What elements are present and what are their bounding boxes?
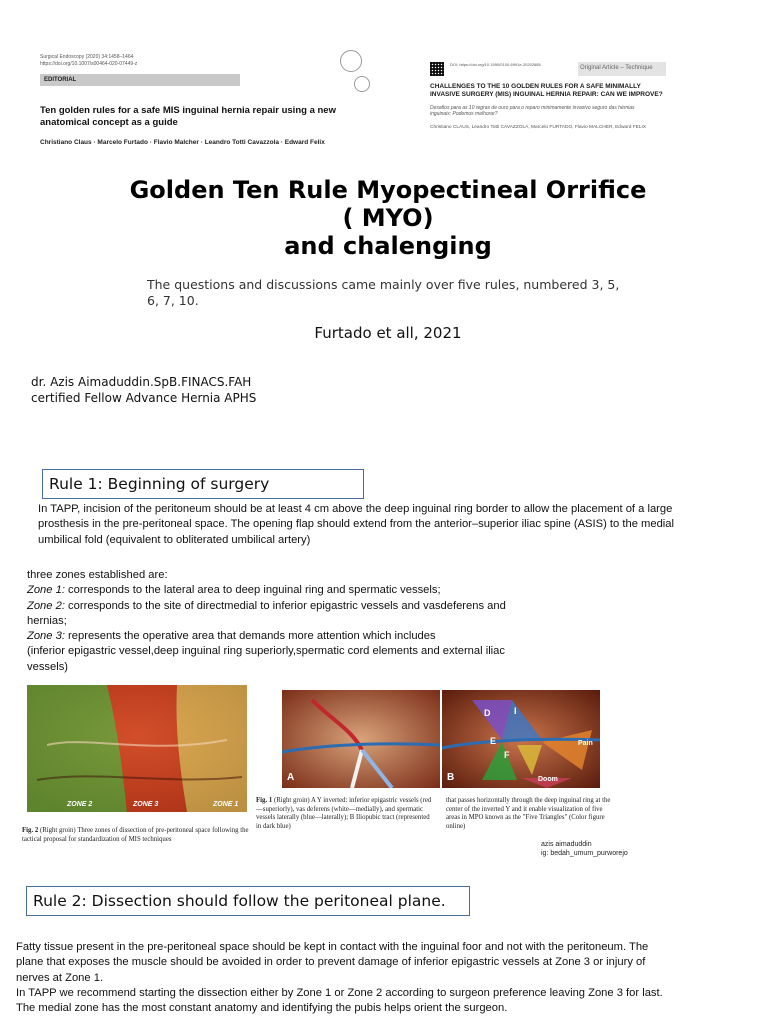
title-line-1: Golden Ten Rule Myopectineal Orrifice xyxy=(129,176,647,204)
fig1-caption-a xyxy=(256,797,436,831)
watermark-handle: ig: bedah_umum_purworejo xyxy=(541,850,628,857)
zone1-item xyxy=(27,583,547,598)
fig1-label: Fig. 1 xyxy=(256,797,273,804)
triangle-label: F xyxy=(504,750,510,760)
fig1-text-a: (Right groin) A Y inverted: inferior epigastric vessels (red—superiorly), vas deferens (white—medially), and spermatic vessels laterally (blue—laterally); B Iliopubic tract (represented in dark blue) xyxy=(256,797,432,830)
zone1-label: Zone 1: xyxy=(27,584,65,597)
qr-code-icon xyxy=(430,62,444,76)
zone2-label: Zone 2: xyxy=(27,599,65,612)
journal-logo-icon xyxy=(340,50,362,72)
journal-line: Surgical Endoscopy (2020) 34:1458–1464 xyxy=(40,54,134,60)
fig2-text: (Right groin) Three zones of dissection of pre-peritoneal space following the tactical proposal for standardization of MIS techniques xyxy=(22,827,249,843)
photo-letter: B xyxy=(447,772,455,783)
intro-text: The questions and discussions came mainly over five rules, numbered 3, 5, 6, 7, 10. xyxy=(147,277,620,308)
title-line-2: ( MYO) xyxy=(342,204,434,232)
fig2-label: Fig. 2 xyxy=(22,827,39,834)
author-credential: certified Fellow Advance Hernia APHS xyxy=(31,391,257,405)
citation: Furtado et all, 2021 xyxy=(314,324,462,342)
check-updates-icon xyxy=(354,76,370,92)
inverted-y-photo xyxy=(282,690,440,788)
five-triangles-photo xyxy=(442,690,600,788)
doi-line: DOI: https://doi.org/10.1590/0100-6991e-20202685 xyxy=(450,62,541,67)
inverted-y-art xyxy=(282,690,440,788)
photo-letter: A xyxy=(287,772,295,783)
watermark xyxy=(541,840,628,858)
triangle-label: E xyxy=(490,736,497,746)
triangle-label: D xyxy=(484,708,491,718)
zone-label: ZONE 2 xyxy=(67,801,93,808)
watermark-name: azis aimaduddin xyxy=(541,841,592,848)
zone3-item xyxy=(27,629,547,644)
triangle-label: Doom xyxy=(538,776,558,783)
zones-photo xyxy=(27,685,247,812)
fig1-caption-b: that passes horizontally through the deep inguinal ring at the center of the inverted Y and it enable visualization of five areas in MPO known as the "Five Triangles" (Color figure online) xyxy=(446,797,611,830)
paper-authors: Christiano CLAUS, Leandro Totti CAVAZZOLA, Marcelo FURTADO, Flavio MALCHER, Edward FELIX xyxy=(430,125,647,130)
rule1-heading: Rule 1: Beginning of surgery xyxy=(42,469,364,499)
fig2-caption xyxy=(22,827,262,844)
zone1-text: corresponds to the lateral area to deep inguinal ring and spermatic vessels; xyxy=(64,584,441,597)
paper-title: CHALLENGES TO THE 10 GOLDEN RULES FOR A SAFE MINIMALLY INVASIVE SURGERY (MIS) INGUINAL HERNIA REPAIR: CAN WE IMPROVE? xyxy=(430,83,663,98)
doi-line: https://doi.org/10.1007/s00464-020-07449-z xyxy=(40,61,138,67)
article-type: Original Article – Technique xyxy=(580,65,653,71)
five-triangles-art xyxy=(442,690,600,788)
rule1-text: In TAPP, incision of the peritoneum should be at least 4 cm above the deep inguinal ring border to allow the placement of a large prosthesis in the pre-peritoneal space. The opening flap should extend from the anterior–superior iliac spine (ASIS) to the medial umbilical fold (equivalent to obliterated umbilical artery) xyxy=(38,503,674,546)
page-title xyxy=(100,176,676,260)
rule2-paragraph-1: Fatty tissue present in the pre-peritoneal space should be kept in contact with the inguinal foor and not with the peritoneum. The plane that exposes the muscle should be avoided in order to prevent damage of inferior epigastric vessels at Zone 3 or injury of nerves at Zone 1. xyxy=(16,941,649,984)
paper-subtitle: Desafios para as 10 regras de ouro para o reparo minimamente invasivo seguro das hérnias inguinais: Podemos melhorar? xyxy=(430,105,635,117)
paper-thumbnail-challenges xyxy=(428,58,666,140)
zone2-text: corresponds to the site of directmedial to inferior epigastric vessels and vasdeferens and hernias; xyxy=(27,599,506,627)
title-line-3: and chalenging xyxy=(284,232,492,260)
zone-label: ZONE 3 xyxy=(133,801,159,808)
author-name: dr. Azis Aimaduddin.SpB.FINACS.FAH xyxy=(31,375,252,389)
rule2-heading: Rule 2: Dissection should follow the peritoneal plane. xyxy=(26,886,470,916)
rule2-text xyxy=(16,940,676,1016)
zones-photo-art xyxy=(27,685,247,812)
author-block xyxy=(31,374,256,406)
section-bar: EDITORIAL xyxy=(40,74,240,86)
zone3-label: Zone 3: xyxy=(27,630,65,643)
zone3-detail: (inferior epigastric vessel,deep inguinal ring superiorly,spermatic cord elements and external iliac vessels) xyxy=(27,645,505,673)
zone2-item xyxy=(27,599,547,630)
zone3-text: represents the operative area that demands more attention which includes xyxy=(64,630,436,643)
paper-thumbnail-editorial xyxy=(38,48,378,156)
triangle-label: Pain xyxy=(578,740,593,747)
zones-list xyxy=(27,568,547,675)
header-band xyxy=(578,62,666,76)
paper-authors: Christiano Claus · Marcelo Furtado · Flavio Malcher · Leandro Totti Cavazzola · Edward Felix xyxy=(40,139,325,146)
rule2-paragraph-2: In TAPP we recommend starting the dissection either by Zone 1 or Zone 2 according to surgeon preference leaving Zone 3 for last. The medial zone has the most constant anatomy and identifying the pubis helps orient the surgeon. xyxy=(16,986,663,1015)
paper-title: Ten golden rules for a safe MIS inguinal hernia repair using a new anatomical concept as a guide xyxy=(40,105,336,128)
triangle-label: I xyxy=(514,706,517,716)
zone-label: ZONE 1 xyxy=(213,801,239,808)
zones-intro: three zones established are: xyxy=(27,569,168,581)
